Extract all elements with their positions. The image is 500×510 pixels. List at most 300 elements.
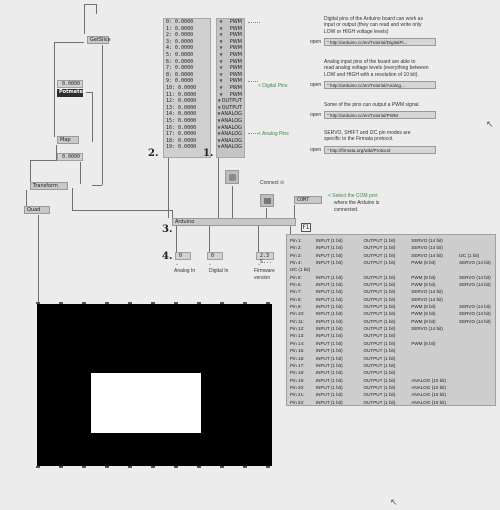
table-cell xyxy=(459,347,495,354)
pin-mode-row[interactable] xyxy=(217,98,244,105)
table-cell: Pin 20: xyxy=(290,384,305,390)
quad-label: Quad xyxy=(27,207,41,213)
table-cell: SERVO (14 bit) xyxy=(459,274,491,280)
getslice-node[interactable] xyxy=(87,36,109,44)
node-pin[interactable] xyxy=(36,466,40,468)
mouse-cursor-icon: ↖ xyxy=(390,498,398,508)
dropdown-arrow-icon: ▼ xyxy=(217,144,221,150)
pin-mode-label: PWM xyxy=(229,45,242,52)
open-link[interactable]: open xyxy=(310,82,322,89)
dropdown-arrow-icon: ▼ xyxy=(219,71,223,77)
table-row xyxy=(290,303,495,310)
table-cell: OUTPUT (1 bit) xyxy=(363,384,396,390)
step-4-label: 4. xyxy=(162,251,173,262)
pin-mode-label: OUTPUT xyxy=(221,98,242,105)
table-cell: Pin 4: xyxy=(290,260,302,266)
patch-wire xyxy=(96,4,97,14)
table-cell: SERVO (14 bit) xyxy=(459,260,491,266)
patch-wire xyxy=(72,210,172,211)
node-pin[interactable] xyxy=(151,466,155,468)
pin-mode-row[interactable] xyxy=(217,65,244,72)
renderer-pin-row xyxy=(36,466,273,468)
digital-value-row[interactable]: 18: 0.0000 xyxy=(166,137,197,144)
analog-in-label: Analog In xyxy=(174,268,196,274)
table-cell: Pin 15: xyxy=(290,348,305,354)
digital-value-row[interactable]: 16: 0.0000 xyxy=(166,124,197,131)
digital-value-row[interactable]: 3: 0.0000 xyxy=(166,38,194,45)
url-field[interactable]: " http://arduino.cc/en/Tutorial/Analog... xyxy=(324,81,436,89)
table-cell: SERVO (14 bit) xyxy=(459,318,491,324)
patch-wire xyxy=(54,42,84,43)
pin-mode-row[interactable] xyxy=(217,144,244,151)
com-hint-2: where the Arduino is xyxy=(334,200,380,206)
analog-in-box[interactable] xyxy=(175,252,191,260)
table-cell: INPUT (1 bit) xyxy=(315,252,343,258)
digital-value-row[interactable]: 4: 0.0000 xyxy=(166,45,194,52)
table-cell: PWM (8 bit) xyxy=(411,260,436,266)
pin-mode-label: ANALOG xyxy=(221,131,242,138)
patch-wire xyxy=(209,226,210,252)
table-cell xyxy=(411,369,459,376)
pin-mode-label: PWM xyxy=(229,19,242,25)
table-cell: SERVO (14 bit) xyxy=(411,326,443,332)
toggle-indicator xyxy=(229,174,236,181)
patch-wire xyxy=(176,226,177,252)
table-cell: INPUT (1 bit) xyxy=(315,355,343,361)
info-block xyxy=(310,16,442,47)
table-cell: OUTPUT (1 bit) xyxy=(363,311,396,317)
table-cell: ANALOG (10 bit) xyxy=(411,399,446,405)
info-text-line: Analog input pins of the board are able to xyxy=(324,59,416,65)
url-field[interactable]: " http://arduino.cc/en/Tutorial/PWM xyxy=(324,111,436,119)
table-cell: PWM (8 bit) xyxy=(411,318,436,324)
pin-capability-table xyxy=(286,234,496,406)
table-cell: Pin 12: xyxy=(290,326,305,332)
dropdown-arrow-icon: ▼ xyxy=(219,91,223,97)
table-cell: Pin 6: xyxy=(290,282,302,288)
pin-mode-label: PWM xyxy=(229,58,242,65)
table-cell xyxy=(459,296,495,303)
table-cell: SERVO (14 bit) xyxy=(411,289,443,295)
caret: ^ xyxy=(258,262,260,267)
table-cell: INPUT (1 bit) xyxy=(315,392,343,398)
table-cell: OUTPUT (1 bit) xyxy=(363,348,396,354)
table-row xyxy=(290,288,495,295)
dropdown-arrow-icon: ▼ xyxy=(219,19,223,24)
table-cell: OUTPUT (1 bit) xyxy=(363,318,396,324)
table-cell: INPUT (1 bit) xyxy=(315,238,343,243)
pin-mode-row[interactable] xyxy=(217,105,244,112)
com-hint-3: connected. xyxy=(334,207,359,213)
connect-label: Connect ⊙ xyxy=(260,180,285,186)
table-cell xyxy=(411,355,459,362)
patch-wire xyxy=(232,186,233,218)
digital-value-row[interactable]: 15: 0.0000 xyxy=(166,117,197,124)
pin-mode-row[interactable] xyxy=(217,59,244,66)
patch-wire xyxy=(84,4,96,5)
pin-mode-label: ANALOG xyxy=(221,124,242,131)
table-cell: Pin 9: xyxy=(290,304,302,310)
table-row xyxy=(290,362,495,369)
node-pin[interactable] xyxy=(128,466,132,468)
step-2-label: 2. xyxy=(148,148,159,159)
open-link[interactable]: open xyxy=(310,39,322,46)
pin-mode-label: PWM xyxy=(229,51,242,58)
table-cell: OUTPUT (1 bit) xyxy=(363,274,396,280)
pin-mode-label: PWM xyxy=(229,25,242,32)
patch-wire xyxy=(92,92,93,142)
table-cell: I2C (1 bit) xyxy=(459,252,480,258)
table-row xyxy=(290,244,495,251)
com-port-value: COM7 xyxy=(297,197,310,203)
pin-mode-row[interactable] xyxy=(217,111,244,118)
table-cell: INPUT (1 bit) xyxy=(315,399,343,405)
patch-wire xyxy=(38,215,39,305)
table-cell: Pin 17: xyxy=(290,362,305,368)
dropdown-arrow-icon: ▼ xyxy=(217,98,221,104)
pin-mode-row[interactable] xyxy=(217,72,244,79)
table-row xyxy=(290,355,495,362)
digital-pins-label: < Digital Pins xyxy=(258,83,288,89)
pin-modes-list[interactable] xyxy=(216,18,245,158)
pin-mode-label: PWM xyxy=(229,32,242,39)
table-cell: OUTPUT (1 bit) xyxy=(363,340,396,346)
table-cell: SERVO (14 bit) xyxy=(459,311,491,317)
pin-mode-label: PWM xyxy=(229,38,242,45)
value-b: 0.0000 xyxy=(61,154,80,160)
table-cell: INPUT (1 bit) xyxy=(315,370,343,376)
pin-mode-row[interactable] xyxy=(217,138,244,145)
info-text-line: input or output (they can read and write only xyxy=(324,22,422,29)
info-text-line: specific to the Firmata protocol. xyxy=(324,136,394,143)
dropdown-arrow-icon: ▼ xyxy=(219,84,223,90)
node-pin[interactable] xyxy=(174,466,178,468)
pin-mode-row[interactable] xyxy=(217,26,244,33)
digital-value-row[interactable]: 12: 0.0000 xyxy=(166,98,197,105)
patch-wire xyxy=(84,4,85,34)
table-cell: INPUT (1 bit) xyxy=(315,260,343,266)
table-cell: INPUT (1 bit) xyxy=(315,326,343,332)
table-row xyxy=(290,274,495,281)
patch-wire xyxy=(54,42,55,137)
table-cell xyxy=(459,362,495,369)
info-text-line: LOW or HIGH voltage levels) xyxy=(324,28,389,35)
patch-wire xyxy=(218,158,219,218)
digital-value-row[interactable]: 0: 0.0000 xyxy=(166,19,194,25)
table-cell: Pin 1: xyxy=(290,238,302,243)
dropdown-arrow-icon: ▼ xyxy=(219,58,223,64)
mouse-cursor-icon: ↖ xyxy=(486,120,494,130)
table-cell: ANALOG (10 bit) xyxy=(411,392,446,398)
table-cell: OUTPUT (1 bit) xyxy=(363,362,396,368)
node-pin[interactable] xyxy=(82,466,86,468)
digital-value-row[interactable]: 6: 0.0000 xyxy=(166,58,194,65)
table-row xyxy=(290,310,495,317)
caret: ^ xyxy=(209,262,211,267)
patch-wire xyxy=(30,160,31,182)
table-row xyxy=(290,325,495,332)
patch-wire xyxy=(258,226,259,252)
digital-value-row[interactable]: 8: 0.0000 xyxy=(166,71,194,78)
table-cell: Pin 22: xyxy=(290,399,305,405)
dropdown-arrow-icon: ▼ xyxy=(217,131,221,137)
info-text-line: LOW and HIGH with a resolution of 10 bit). xyxy=(324,71,419,78)
dropdown-arrow-icon: ▼ xyxy=(217,124,221,130)
patch-wire xyxy=(294,205,295,218)
table-row xyxy=(290,318,495,325)
table-cell xyxy=(459,384,495,391)
table-cell: OUTPUT (1 bit) xyxy=(363,238,396,243)
table-cell: SERVO (14 bit) xyxy=(411,238,443,243)
digital-value-row[interactable]: 17: 0.0000 xyxy=(166,131,197,138)
table-cell: INPUT (1 bit) xyxy=(315,282,343,288)
table-cell xyxy=(459,340,495,347)
digital-in-label: Digital In xyxy=(209,268,229,274)
pin-mode-label: ANALOG xyxy=(221,137,242,144)
f1-label: F1 xyxy=(302,224,310,231)
table-row xyxy=(290,347,495,354)
arduino-label: Arduino xyxy=(175,219,195,225)
table-cell: Pin 8: xyxy=(290,296,302,302)
table-cell: PWM (8 bit) xyxy=(411,274,436,280)
dropdown-arrow-icon: ▼ xyxy=(219,25,223,31)
table-cell xyxy=(459,332,495,339)
node-pin[interactable] xyxy=(105,466,109,468)
table-row xyxy=(290,384,495,391)
dropdown-arrow-icon: ▼ xyxy=(219,51,223,57)
table-cell xyxy=(459,244,495,251)
patch-wire xyxy=(30,160,56,161)
digital-value-row[interactable]: 1: 0.0000 xyxy=(166,25,194,32)
dropdown-arrow-icon: ▼ xyxy=(219,65,223,71)
info-text-line: Some of the pins can output a PWM signal. xyxy=(324,102,420,108)
patch-wire xyxy=(92,185,102,186)
table-row xyxy=(290,266,495,273)
node-pin[interactable] xyxy=(266,466,270,468)
table-cell: Pin 13: xyxy=(290,333,305,339)
info-block xyxy=(310,130,442,155)
pin-mode-row[interactable] xyxy=(217,39,244,46)
getslice-label: GetSlice xyxy=(90,37,111,43)
pin-mode-row[interactable] xyxy=(217,125,244,132)
table-cell: OUTPUT (1 bit) xyxy=(363,326,396,332)
com-port-node[interactable] xyxy=(294,196,322,204)
map-node[interactable] xyxy=(57,136,79,144)
pin-mode-label: PWM xyxy=(229,84,242,91)
table-cell: PWM (8 bit) xyxy=(411,340,436,346)
table-row xyxy=(290,259,495,266)
com-hint-1: < Select the COM port xyxy=(328,193,378,199)
pin-table xyxy=(290,237,495,406)
pin-mode-row[interactable] xyxy=(217,92,244,99)
table-cell: SERVO (14 bit) xyxy=(411,252,443,258)
patch-wire xyxy=(80,162,81,184)
table-cell: INPUT (1 bit) xyxy=(315,348,343,354)
table-cell: Pin 19: xyxy=(290,377,305,383)
digital-values-list[interactable] xyxy=(163,18,214,159)
table-cell: OUTPUT (1 bit) xyxy=(363,282,396,288)
table-cell: Pin 21: xyxy=(290,392,305,398)
digital-value-row[interactable]: 10: 0.0000 xyxy=(166,84,197,91)
table-cell: OUTPUT (1 bit) xyxy=(363,260,396,266)
table-cell xyxy=(364,266,412,273)
digital-in-value: 0 xyxy=(211,253,215,259)
table-row xyxy=(290,281,495,288)
firmware-label-1: Firmware xyxy=(254,268,275,274)
patch-wire xyxy=(266,208,267,218)
f1-help-button[interactable] xyxy=(301,223,311,232)
dropdown-arrow-icon: ▼ xyxy=(219,78,223,84)
info-text-line: SERVO, SHIFT and I2C pin modes are xyxy=(324,130,411,136)
dropdown-arrow-icon: ▼ xyxy=(217,111,221,117)
digital-value-row[interactable]: 14: 0.0000 xyxy=(166,111,197,118)
table-cell xyxy=(411,362,459,369)
dropdown-arrow-icon: ▼ xyxy=(219,38,223,44)
dropdown-arrow-icon: ▼ xyxy=(219,45,223,51)
table-cell: Pin 7: xyxy=(290,289,302,295)
pin-mode-row[interactable] xyxy=(217,32,244,39)
node-pin[interactable] xyxy=(59,466,63,468)
open-link[interactable]: open xyxy=(310,112,322,119)
table-cell xyxy=(411,266,459,273)
guide-line xyxy=(248,22,260,23)
table-cell: OUTPUT (1 bit) xyxy=(363,355,396,361)
digital-value-row[interactable]: 2: 0.0000 xyxy=(166,32,194,39)
pin-mode-label: PWM xyxy=(229,71,242,78)
guide-line xyxy=(248,81,258,82)
pin-mode-row[interactable] xyxy=(217,85,244,92)
pin-mode-label: ANALOG xyxy=(221,117,242,124)
quad-node[interactable] xyxy=(24,206,50,214)
dropdown-arrow-icon: ▼ xyxy=(219,32,223,38)
table-row xyxy=(290,237,495,244)
table-cell: OUTPUT (1 bit) xyxy=(363,289,396,295)
table-cell: Pin 18: xyxy=(290,370,305,376)
pin-mode-label: PWM xyxy=(229,78,242,85)
patch-wire xyxy=(102,45,103,185)
table-cell xyxy=(459,399,495,406)
table-cell: Pin 2: xyxy=(290,245,302,251)
potmeter-node[interactable] xyxy=(57,89,86,97)
table-cell: INPUT (1 bit) xyxy=(315,311,343,317)
transform-node[interactable] xyxy=(30,182,68,190)
firmware-box[interactable] xyxy=(256,252,274,265)
pin-mode-row[interactable] xyxy=(217,52,244,59)
digital-value-row[interactable]: 13: 0.0000 xyxy=(166,104,197,111)
table-cell: SERVO (14 bit) xyxy=(459,304,491,310)
table-cell: INPUT (1 bit) xyxy=(315,362,343,368)
map-label: Map xyxy=(60,137,71,143)
pin-mode-row[interactable] xyxy=(217,118,244,125)
table-cell xyxy=(459,369,495,376)
table-cell: OUTPUT (1 bit) xyxy=(363,296,396,302)
connect-toggle[interactable] xyxy=(260,194,274,207)
step-3-label: 3. xyxy=(162,224,173,235)
pin-mode-label: ANALOG xyxy=(221,144,242,151)
value-box-a[interactable] xyxy=(57,80,83,88)
table-cell: INPUT (1 bit) xyxy=(315,377,343,383)
patch-wire xyxy=(86,92,92,93)
node-pin[interactable] xyxy=(220,466,224,468)
table-cell: SERVO (14 bit) xyxy=(459,282,491,288)
open-link[interactable]: open xyxy=(310,146,322,153)
table-cell xyxy=(459,266,495,273)
table-row xyxy=(290,391,495,398)
dropdown-arrow-icon: ▼ xyxy=(217,117,221,123)
patch-wire xyxy=(168,158,169,218)
table-cell: OUTPUT (1 bit) xyxy=(363,377,396,383)
table-cell xyxy=(411,332,459,339)
table-row xyxy=(290,252,495,259)
table-cell: Pin 5: xyxy=(290,274,302,280)
table-cell xyxy=(459,355,495,362)
table-cell: OUTPUT (1 bit) xyxy=(363,252,396,258)
patch-wire xyxy=(26,190,27,206)
table-row xyxy=(290,377,495,384)
table-cell: OUTPUT (1 bit) xyxy=(363,392,396,398)
table-cell xyxy=(316,266,364,273)
table-cell: INPUT (1 bit) xyxy=(315,289,343,295)
digital-value-row[interactable]: 19: 0.0000 xyxy=(166,144,197,151)
table-cell xyxy=(459,377,495,384)
table-cell: PWM (8 bit) xyxy=(411,311,436,317)
table-cell xyxy=(459,325,495,332)
table-cell: I2C (1 bit) xyxy=(290,267,311,273)
table-row xyxy=(290,369,495,376)
info-block xyxy=(310,102,442,120)
digital-value-row[interactable]: 5: 0.0000 xyxy=(166,51,194,58)
firmware-label-2: version xyxy=(254,275,271,281)
transform-label: Transform xyxy=(33,183,58,189)
node-pin[interactable] xyxy=(197,466,201,468)
value-box-b[interactable] xyxy=(57,153,83,161)
renderer-window[interactable] xyxy=(37,304,272,466)
digital-value-row[interactable]: 7: 0.0000 xyxy=(166,65,194,72)
node-pin[interactable] xyxy=(243,466,247,468)
table-cell: INPUT (1 bit) xyxy=(315,274,343,280)
url-field[interactable]: " http://firmata.org/wiki/Protocol xyxy=(324,146,436,154)
pin-mode-row[interactable] xyxy=(217,131,244,138)
table-cell: Pin 11: xyxy=(290,318,304,324)
pin-mode-row[interactable] xyxy=(217,78,244,85)
analog-in-value: 0 xyxy=(179,253,183,259)
table-cell: ANALOG (10 bit) xyxy=(411,377,446,383)
table-row xyxy=(290,332,495,339)
table-cell: SERVO (14 bit) xyxy=(411,296,443,302)
url-field[interactable]: " http://arduino.cc/en/Tutorial/DigitalPi... xyxy=(324,38,436,46)
digital-value-row[interactable]: 11: 0.0000 xyxy=(166,91,197,98)
table-cell: Pin 10: xyxy=(290,311,305,317)
pin-mode-row[interactable] xyxy=(217,19,244,26)
info-text-line: Digital pins of the Arduino board can work as xyxy=(324,16,423,22)
pin-mode-row[interactable] xyxy=(217,45,244,52)
digital-in-box[interactable] xyxy=(207,252,223,260)
digital-value-row[interactable]: 9: 0.0000 xyxy=(166,78,194,85)
table-cell: OUTPUT (1 bit) xyxy=(363,399,396,405)
step-1-label: 1. xyxy=(203,148,214,159)
table-cell: INPUT (1 bit) xyxy=(315,333,343,339)
table-cell: OUTPUT (1 bit) xyxy=(363,333,396,339)
table-cell: PWM (8 bit) xyxy=(411,282,436,288)
table-cell: Pin 14: xyxy=(290,340,305,346)
table-cell: INPUT (1 bit) xyxy=(315,296,343,302)
arduino-node[interactable] xyxy=(172,218,296,226)
table-cell: INPUT (1 bit) xyxy=(315,304,343,310)
connect-indicator xyxy=(264,198,271,204)
toggle-button[interactable] xyxy=(225,170,239,184)
table-cell xyxy=(411,347,459,354)
analog-pins-label: < Analog Pins xyxy=(258,131,289,137)
